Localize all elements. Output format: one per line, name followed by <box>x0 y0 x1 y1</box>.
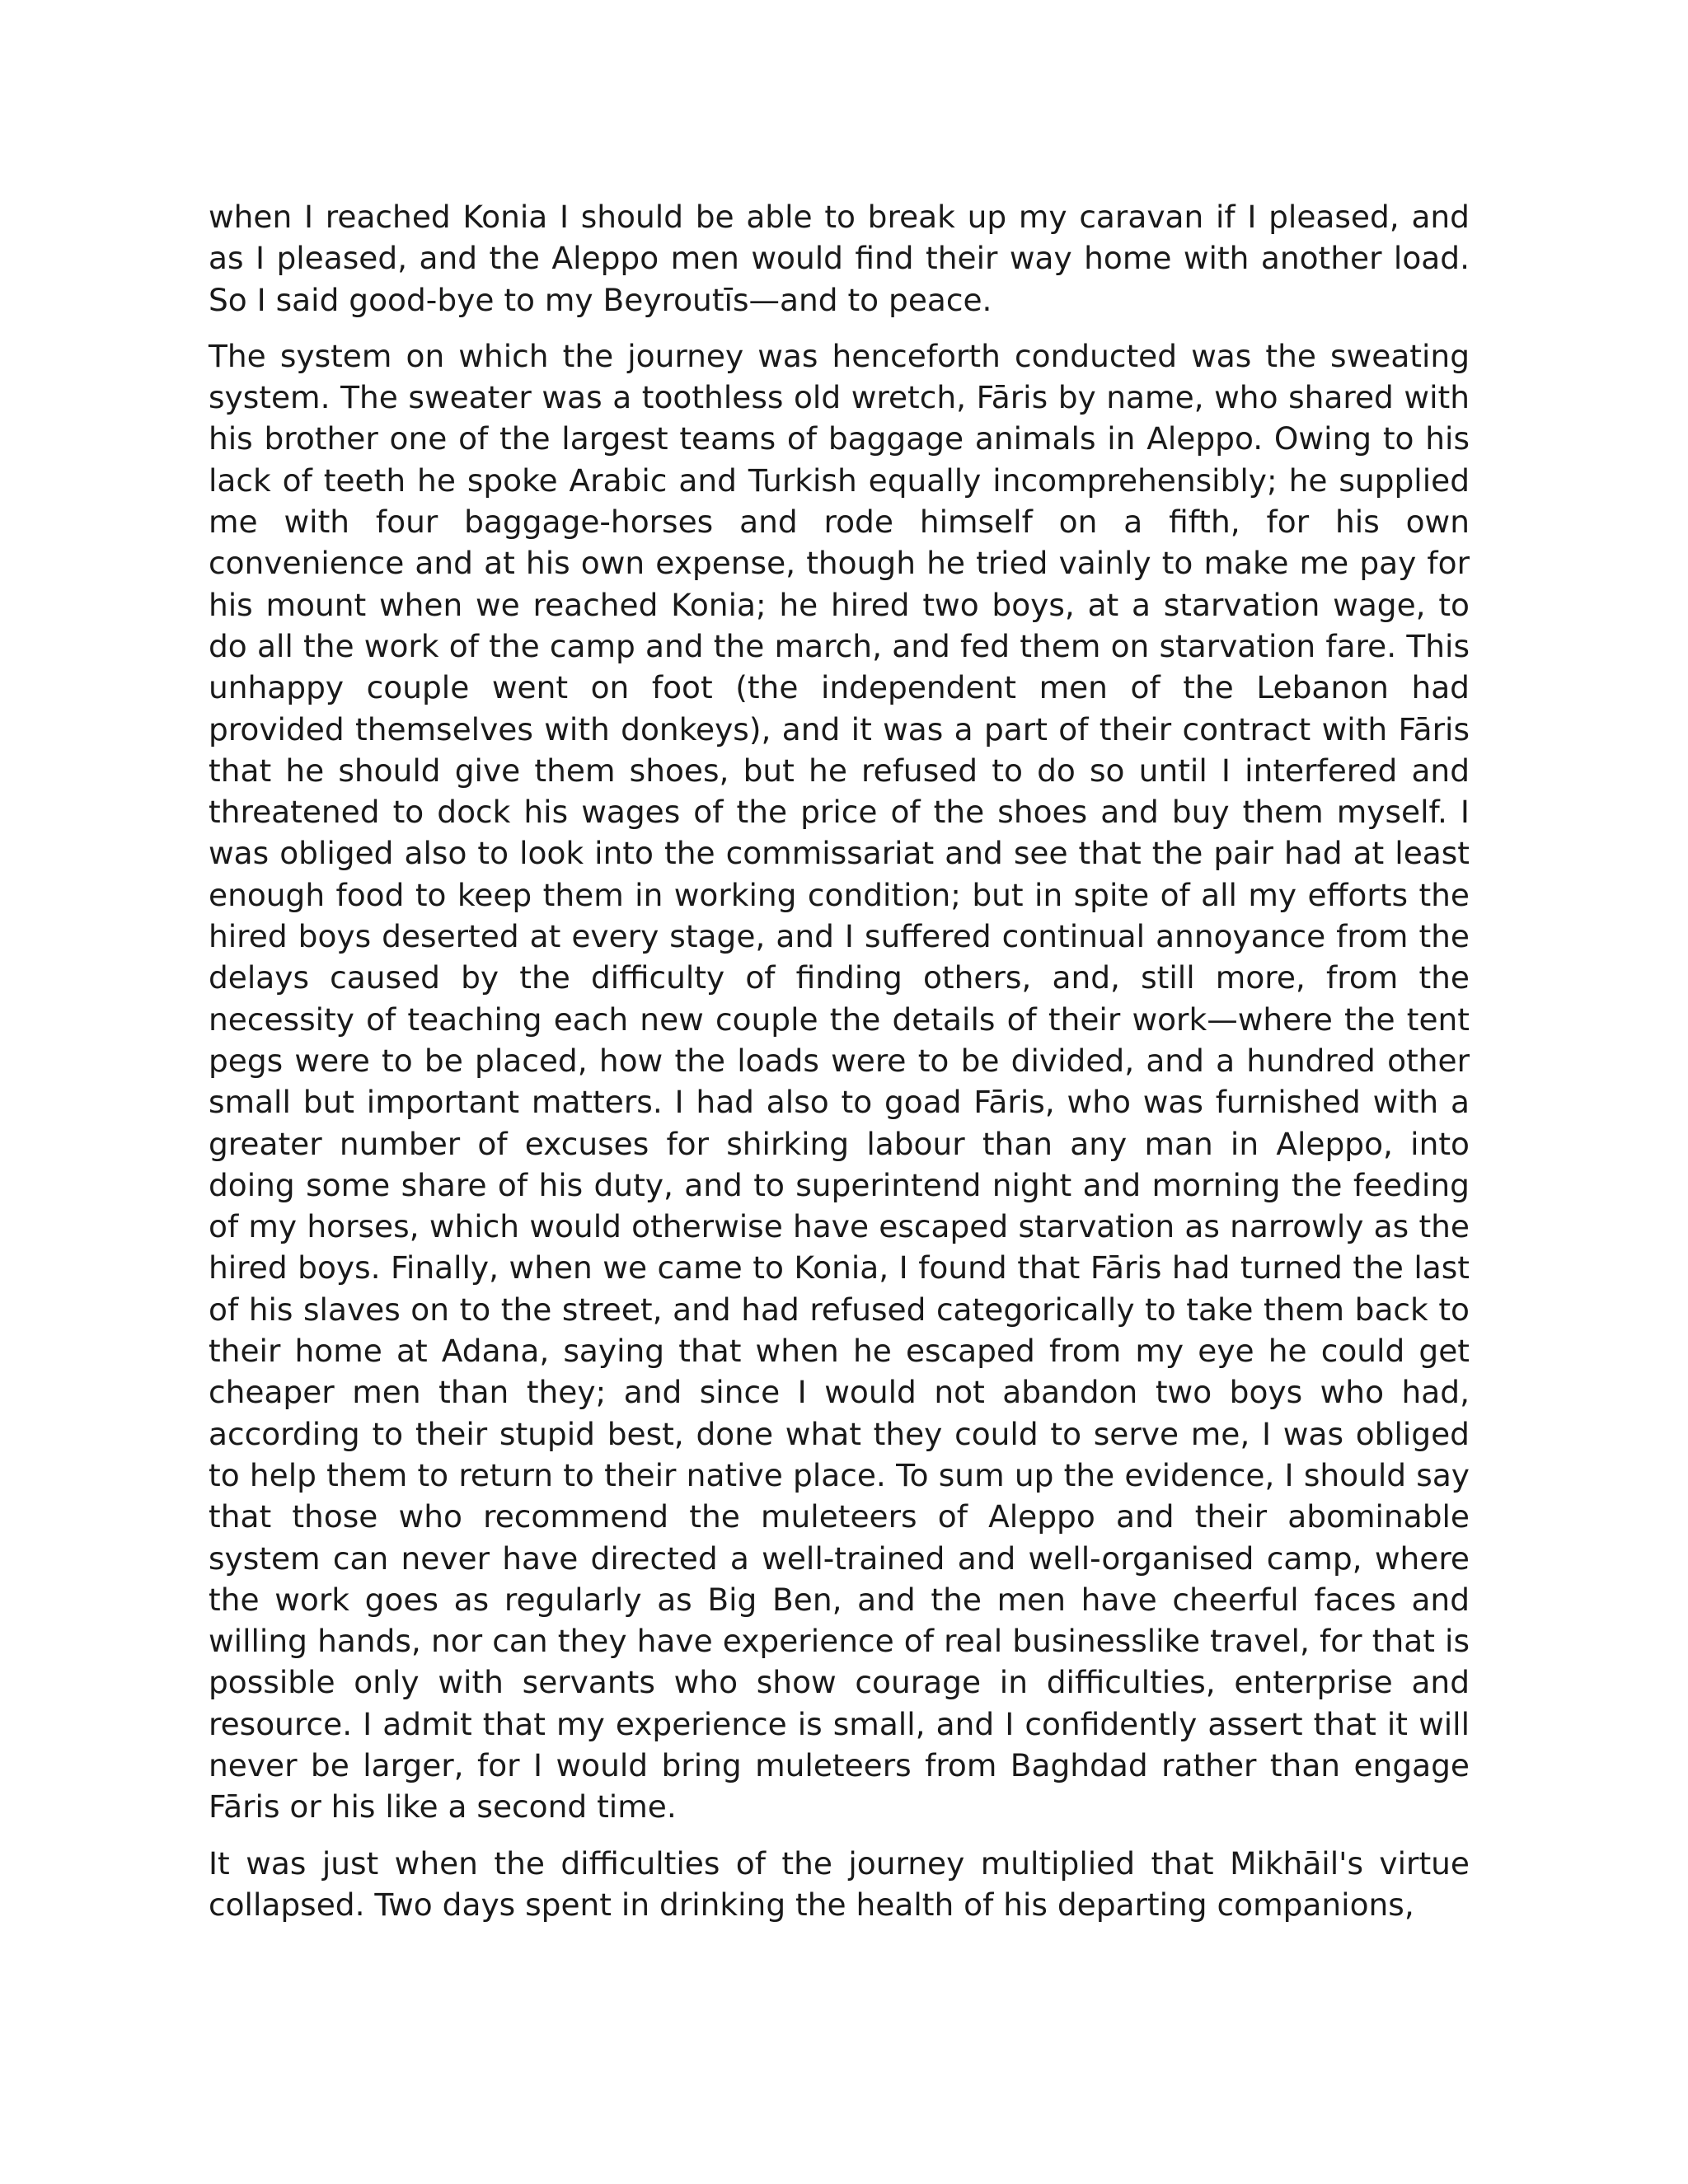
paragraph-2: The system on which the journey was henceforth conducted was the sweating system. The sweater was a toothless old wretch, Fāris by name, who shared with his brother one of the largest teams of baggage animals in Aleppo. Owing to his lack of teeth he spoke Arabic and Turkish equally incomprehensibly; he supplied me with four baggage-horses and rode himself on a fifth, for his own convenience and at his own expense, though he tried vainly to make me pay for his mount when we reached Konia; he hired two boys, at a starvation wage, to do all the work of the camp and the march, and fed them on starvation fare. This unhappy couple went on foot (the independent men of the Lebanon had provided themselves with donkeys), and it was a part of their contract with Fāris that he should give them shoes, but he refused to do so until I interfered and threatened to dock his wages of the price of the shoes and buy them myself. I was obliged also to look into the commissariat and see that the pair had at least enough food to keep them in working condition; but in spite of all my efforts the hired boys deserted at every stage, and I suffered continual annoyance from the delays caused by the difficulty of finding others, and, still more, from the necessity of teaching each new couple the details of their work—where the tent pegs were to be placed, how the loads were to be divided, and a hundred other small but important matters. I had also to goad Fāris, who was furnished with a greater number of excuses for shirking labour than any man in Aleppo, into doing some share of his duty, and to superintend night and morning the feeding of my horses, which would otherwise have escaped starvation as narrowly as the hired boys. Finally, when we came to Konia, I found that Fāris had turned the last of his slaves on to the street, and had refused categorically to take them back to their home at Adana, saying that when he escaped from my eye he could get cheaper men than they; and since I would not abandon two boys who had, according to their stupid best, done what they could to serve me, I was obliged to help them to return to their native place. To sum up the evidence, I should say that those who recommend the muleteers of Aleppo and their abominable system can never have directed a well-trained and well-organised camp, where the work goes as regularly as Big Ben, and the men have cheerful faces and willing hands, nor can they have experience of real businesslike travel, for that is possible only with servants who show courage in difficulties, enterprise and resource. I admit that my experience is small, and I confidently assert that it will never be larger, for I would bring muleteers from Baghdad rather than engage Fāris or his like a second time. <box>209 337 1470 1825</box>
paragraph-1: when I reached Konia I should be able to break up my caravan if I pleased, and as I pleased, and the Aleppo men would find their way home with another load. So I said good-bye to my Beyroutīs—and to peace. <box>209 199 1470 318</box>
body-text <box>209 196 1470 1940</box>
paragraph-3: It was just when the difficulties of the journey multiplied that Mikhāil's virtue collapsed. Two days spent in drinking the health of his departing companions, <box>209 1844 1470 1923</box>
